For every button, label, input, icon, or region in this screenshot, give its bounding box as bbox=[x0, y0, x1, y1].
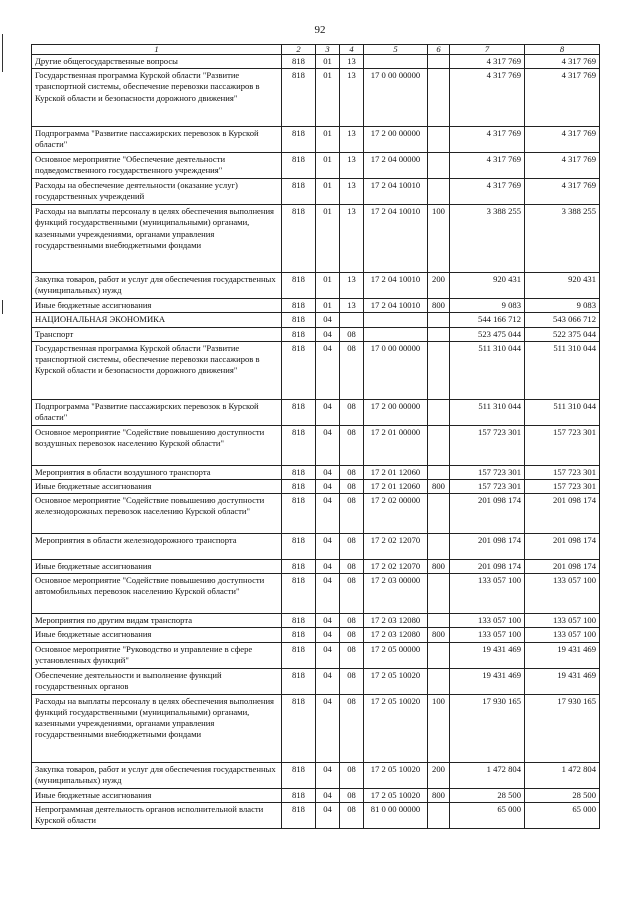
column-number-row bbox=[32, 45, 600, 55]
expense-type-code bbox=[428, 668, 450, 694]
ministry-code: 818 bbox=[282, 179, 316, 205]
page-number: 92 bbox=[314, 24, 326, 36]
expense-type-code bbox=[428, 399, 450, 425]
section-code: 04 bbox=[316, 788, 340, 802]
section-code: 01 bbox=[316, 69, 340, 127]
subsection-code: 08 bbox=[340, 560, 364, 574]
target-article-code: 17 2 02 00000 bbox=[364, 494, 428, 534]
amount-year-1: 544 166 712 bbox=[450, 313, 525, 327]
subsection-code: 08 bbox=[340, 762, 364, 788]
ministry-code: 818 bbox=[282, 534, 316, 560]
scan-margin-mark bbox=[2, 300, 3, 314]
row-name: Мероприятия по другим видам транспорта bbox=[32, 614, 282, 628]
section-code: 01 bbox=[316, 127, 340, 153]
amount-year-1: 920 431 bbox=[450, 273, 525, 299]
ministry-code: 818 bbox=[282, 560, 316, 574]
expense-type-code bbox=[428, 425, 450, 465]
table-row bbox=[32, 327, 600, 341]
amount-year-1: 4 317 769 bbox=[450, 69, 525, 127]
subsection-code: 08 bbox=[340, 494, 364, 534]
section-code: 01 bbox=[316, 153, 340, 179]
table-row bbox=[32, 628, 600, 642]
target-article-code bbox=[364, 55, 428, 69]
amount-year-2: 17 930 165 bbox=[525, 694, 600, 762]
table-row bbox=[32, 299, 600, 313]
table-row bbox=[32, 399, 600, 425]
amount-year-1: 157 723 301 bbox=[450, 479, 525, 493]
amount-year-1: 511 310 044 bbox=[450, 399, 525, 425]
amount-year-1: 133 057 100 bbox=[450, 628, 525, 642]
table-row bbox=[32, 574, 600, 614]
expense-type-code: 100 bbox=[428, 694, 450, 762]
amount-year-2: 157 723 301 bbox=[525, 479, 600, 493]
section-code: 04 bbox=[316, 560, 340, 574]
amount-year-1: 511 310 044 bbox=[450, 341, 525, 399]
row-name: Подпрограмма "Развитие пассажирских перевозок в Курской области" bbox=[32, 127, 282, 153]
table-row bbox=[32, 341, 600, 399]
amount-year-2: 28 500 bbox=[525, 788, 600, 802]
table-row bbox=[32, 69, 600, 127]
amount-year-2: 133 057 100 bbox=[525, 628, 600, 642]
expense-type-code bbox=[428, 534, 450, 560]
target-article-code: 17 2 01 00000 bbox=[364, 425, 428, 465]
subsection-code: 13 bbox=[340, 69, 364, 127]
section-code: 04 bbox=[316, 313, 340, 327]
table-row bbox=[32, 802, 600, 828]
amount-year-2: 157 723 301 bbox=[525, 465, 600, 479]
section-code: 04 bbox=[316, 668, 340, 694]
amount-year-1: 4 317 769 bbox=[450, 127, 525, 153]
column-number: 3 bbox=[316, 45, 340, 55]
target-article-code: 17 2 04 10010 bbox=[364, 273, 428, 299]
expense-type-code: 800 bbox=[428, 560, 450, 574]
subsection-code bbox=[340, 313, 364, 327]
row-name: Основное мероприятие "Содействие повышению доступности железнодорожных перевозок населению Курской области" bbox=[32, 494, 282, 534]
amount-year-2: 9 083 bbox=[525, 299, 600, 313]
subsection-code: 08 bbox=[340, 534, 364, 560]
table-row bbox=[32, 479, 600, 493]
target-article-code: 81 0 00 00000 bbox=[364, 802, 428, 828]
table-row bbox=[32, 465, 600, 479]
subsection-code: 08 bbox=[340, 574, 364, 614]
row-name: Транспорт bbox=[32, 327, 282, 341]
ministry-code: 818 bbox=[282, 399, 316, 425]
table-row bbox=[32, 534, 600, 560]
amount-year-2: 4 317 769 bbox=[525, 69, 600, 127]
expense-type-code bbox=[428, 313, 450, 327]
section-code: 04 bbox=[316, 574, 340, 614]
subsection-code: 08 bbox=[340, 465, 364, 479]
table-row bbox=[32, 179, 600, 205]
ministry-code: 818 bbox=[282, 127, 316, 153]
budget-table bbox=[31, 44, 600, 829]
ministry-code: 818 bbox=[282, 494, 316, 534]
amount-year-1: 523 475 044 bbox=[450, 327, 525, 341]
subsection-code: 08 bbox=[340, 341, 364, 399]
amount-year-1: 133 057 100 bbox=[450, 574, 525, 614]
table-row bbox=[32, 205, 600, 273]
row-name: Иные бюджетные ассигнования bbox=[32, 628, 282, 642]
row-name: НАЦИОНАЛЬНАЯ ЭКОНОМИКА bbox=[32, 313, 282, 327]
amount-year-1: 201 098 174 bbox=[450, 534, 525, 560]
amount-year-1: 201 098 174 bbox=[450, 560, 525, 574]
subsection-code: 13 bbox=[340, 127, 364, 153]
amount-year-2: 4 317 769 bbox=[525, 55, 600, 69]
target-article-code: 17 2 04 10010 bbox=[364, 205, 428, 273]
section-code: 04 bbox=[316, 694, 340, 762]
scan-margin-mark bbox=[2, 34, 3, 72]
section-code: 01 bbox=[316, 273, 340, 299]
section-code: 04 bbox=[316, 425, 340, 465]
amount-year-2: 4 317 769 bbox=[525, 153, 600, 179]
ministry-code: 818 bbox=[282, 205, 316, 273]
expense-type-code: 800 bbox=[428, 788, 450, 802]
amount-year-2: 65 000 bbox=[525, 802, 600, 828]
ministry-code: 818 bbox=[282, 574, 316, 614]
amount-year-1: 133 057 100 bbox=[450, 614, 525, 628]
target-article-code: 17 2 05 00000 bbox=[364, 642, 428, 668]
ministry-code: 818 bbox=[282, 273, 316, 299]
amount-year-1: 4 317 769 bbox=[450, 153, 525, 179]
table-row bbox=[32, 273, 600, 299]
expense-type-code: 800 bbox=[428, 628, 450, 642]
target-article-code: 17 2 02 12070 bbox=[364, 534, 428, 560]
row-name: Другие общегосударственные вопросы bbox=[32, 55, 282, 69]
amount-year-2: 511 310 044 bbox=[525, 341, 600, 399]
expense-type-code: 100 bbox=[428, 205, 450, 273]
amount-year-2: 201 098 174 bbox=[525, 560, 600, 574]
section-code: 04 bbox=[316, 802, 340, 828]
ministry-code: 818 bbox=[282, 153, 316, 179]
expense-type-code bbox=[428, 642, 450, 668]
amount-year-1: 157 723 301 bbox=[450, 465, 525, 479]
row-name: Закупка товаров, работ и услуг для обеспечения государственных (муниципальных) нужд bbox=[32, 762, 282, 788]
row-name: Основное мероприятие "Руководство и управление в сфере установленных функций" bbox=[32, 642, 282, 668]
expense-type-code bbox=[428, 465, 450, 479]
subsection-code: 13 bbox=[340, 205, 364, 273]
ministry-code: 818 bbox=[282, 668, 316, 694]
row-name: Закупка товаров, работ и услуг для обеспечения государственных (муниципальных) нужд bbox=[32, 273, 282, 299]
ministry-code: 818 bbox=[282, 479, 316, 493]
target-article-code: 17 2 03 12080 bbox=[364, 614, 428, 628]
section-code: 04 bbox=[316, 494, 340, 534]
expense-type-code bbox=[428, 153, 450, 179]
subsection-code: 08 bbox=[340, 642, 364, 668]
row-name: Обеспечение деятельности и выполнение функций государственных органов bbox=[32, 668, 282, 694]
amount-year-2: 133 057 100 bbox=[525, 574, 600, 614]
amount-year-1: 4 317 769 bbox=[450, 55, 525, 69]
amount-year-1: 157 723 301 bbox=[450, 425, 525, 465]
expense-type-code: 200 bbox=[428, 762, 450, 788]
row-name: Иные бюджетные ассигнования bbox=[32, 560, 282, 574]
row-name: Основное мероприятие "Обеспечение деятельности подведомственного государственного учреждения" bbox=[32, 153, 282, 179]
column-number: 4 bbox=[340, 45, 364, 55]
table-row bbox=[32, 560, 600, 574]
table-row bbox=[32, 694, 600, 762]
amount-year-2: 543 066 712 bbox=[525, 313, 600, 327]
table-row bbox=[32, 642, 600, 668]
ministry-code: 818 bbox=[282, 299, 316, 313]
amount-year-1: 28 500 bbox=[450, 788, 525, 802]
expense-type-code bbox=[428, 614, 450, 628]
ministry-code: 818 bbox=[282, 762, 316, 788]
subsection-code: 08 bbox=[340, 425, 364, 465]
ministry-code: 818 bbox=[282, 628, 316, 642]
amount-year-2: 201 098 174 bbox=[525, 534, 600, 560]
table-row bbox=[32, 762, 600, 788]
column-number: 5 bbox=[364, 45, 428, 55]
ministry-code: 818 bbox=[282, 465, 316, 479]
subsection-code: 08 bbox=[340, 788, 364, 802]
target-article-code: 17 2 01 12060 bbox=[364, 465, 428, 479]
row-name: Подпрограмма "Развитие пассажирских перевозок в Курской области" bbox=[32, 399, 282, 425]
ministry-code: 818 bbox=[282, 788, 316, 802]
subsection-code: 08 bbox=[340, 399, 364, 425]
target-article-code: 17 2 03 00000 bbox=[364, 574, 428, 614]
subsection-code: 13 bbox=[340, 299, 364, 313]
section-code: 04 bbox=[316, 628, 340, 642]
row-name: Мероприятия в области воздушного транспорта bbox=[32, 465, 282, 479]
expense-type-code bbox=[428, 127, 450, 153]
table-row bbox=[32, 614, 600, 628]
amount-year-2: 920 431 bbox=[525, 273, 600, 299]
ministry-code: 818 bbox=[282, 694, 316, 762]
expense-type-code bbox=[428, 341, 450, 399]
target-article-code: 17 2 00 00000 bbox=[364, 399, 428, 425]
subsection-code: 08 bbox=[340, 327, 364, 341]
target-article-code: 17 2 04 10010 bbox=[364, 179, 428, 205]
section-code: 01 bbox=[316, 55, 340, 69]
amount-year-1: 19 431 469 bbox=[450, 642, 525, 668]
subsection-code: 08 bbox=[340, 668, 364, 694]
expense-type-code bbox=[428, 802, 450, 828]
subsection-code: 13 bbox=[340, 273, 364, 299]
expense-type-code bbox=[428, 55, 450, 69]
target-article-code bbox=[364, 327, 428, 341]
section-code: 04 bbox=[316, 465, 340, 479]
section-code: 04 bbox=[316, 762, 340, 788]
row-name: Расходы на выплаты персоналу в целях обеспечения выполнения функций государственными (муниципальными) органами, казенными учреждениями, органами управления государственными внебюджетными фондами bbox=[32, 205, 282, 273]
table-row bbox=[32, 127, 600, 153]
amount-year-1: 1 472 804 bbox=[450, 762, 525, 788]
expense-type-code bbox=[428, 179, 450, 205]
expense-type-code bbox=[428, 69, 450, 127]
row-name: Государственная программа Курской области "Развитие транспортной системы, обеспечение перевозки пассажиров в Курской области и безопасности дорожного движения" bbox=[32, 69, 282, 127]
amount-year-1: 4 317 769 bbox=[450, 179, 525, 205]
row-name: Иные бюджетные ассигнования bbox=[32, 299, 282, 313]
target-article-code: 17 2 04 00000 bbox=[364, 153, 428, 179]
target-article-code: 17 0 00 00000 bbox=[364, 69, 428, 127]
row-name: Основное мероприятие "Содействие повышению доступности автомобильных перевозок населению Курской области" bbox=[32, 574, 282, 614]
section-code: 04 bbox=[316, 534, 340, 560]
amount-year-1: 65 000 bbox=[450, 802, 525, 828]
amount-year-2: 511 310 044 bbox=[525, 399, 600, 425]
target-article-code: 17 2 05 10020 bbox=[364, 788, 428, 802]
amount-year-2: 19 431 469 bbox=[525, 668, 600, 694]
ministry-code: 818 bbox=[282, 327, 316, 341]
section-code: 04 bbox=[316, 399, 340, 425]
target-article-code: 17 2 03 12080 bbox=[364, 628, 428, 642]
row-name: Мероприятия в области железнодорожного транспорта bbox=[32, 534, 282, 560]
table-row bbox=[32, 494, 600, 534]
amount-year-2: 1 472 804 bbox=[525, 762, 600, 788]
amount-year-1: 19 431 469 bbox=[450, 668, 525, 694]
section-code: 01 bbox=[316, 179, 340, 205]
subsection-code: 08 bbox=[340, 614, 364, 628]
expense-type-code: 800 bbox=[428, 299, 450, 313]
amount-year-2: 201 098 174 bbox=[525, 494, 600, 534]
ministry-code: 818 bbox=[282, 69, 316, 127]
ministry-code: 818 bbox=[282, 341, 316, 399]
row-name: Расходы на выплаты персоналу в целях обеспечения выполнения функций государственными (муниципальными) органами, казенными учреждениями, органами управления государственными внебюджетными фондами bbox=[32, 694, 282, 762]
amount-year-2: 133 057 100 bbox=[525, 614, 600, 628]
subsection-code: 13 bbox=[340, 55, 364, 69]
expense-type-code bbox=[428, 574, 450, 614]
column-number: 2 bbox=[282, 45, 316, 55]
table-row bbox=[32, 313, 600, 327]
subsection-code: 13 bbox=[340, 153, 364, 179]
row-name: Расходы на обеспечение деятельности (оказание услуг) государственных учреждений bbox=[32, 179, 282, 205]
subsection-code: 13 bbox=[340, 179, 364, 205]
section-code: 04 bbox=[316, 327, 340, 341]
expense-type-code bbox=[428, 494, 450, 534]
subsection-code: 08 bbox=[340, 479, 364, 493]
amount-year-1: 17 930 165 bbox=[450, 694, 525, 762]
subsection-code: 08 bbox=[340, 802, 364, 828]
ministry-code: 818 bbox=[282, 425, 316, 465]
target-article-code: 17 2 04 10010 bbox=[364, 299, 428, 313]
target-article-code: 17 2 05 10020 bbox=[364, 694, 428, 762]
column-number: 8 bbox=[525, 45, 600, 55]
amount-year-2: 19 431 469 bbox=[525, 642, 600, 668]
amount-year-2: 157 723 301 bbox=[525, 425, 600, 465]
ministry-code: 818 bbox=[282, 614, 316, 628]
row-name: Иные бюджетные ассигнования bbox=[32, 788, 282, 802]
amount-year-2: 4 317 769 bbox=[525, 179, 600, 205]
row-name: Иные бюджетные ассигнования bbox=[32, 479, 282, 493]
target-article-code: 17 0 00 00000 bbox=[364, 341, 428, 399]
expense-type-code: 800 bbox=[428, 479, 450, 493]
ministry-code: 818 bbox=[282, 313, 316, 327]
amount-year-2: 522 375 044 bbox=[525, 327, 600, 341]
amount-year-1: 201 098 174 bbox=[450, 494, 525, 534]
section-code: 04 bbox=[316, 479, 340, 493]
target-article-code: 17 2 01 12060 bbox=[364, 479, 428, 493]
target-article-code: 17 2 00 00000 bbox=[364, 127, 428, 153]
table-row bbox=[32, 788, 600, 802]
column-number: 1 bbox=[32, 45, 282, 55]
section-code: 04 bbox=[316, 614, 340, 628]
table-row bbox=[32, 153, 600, 179]
target-article-code bbox=[364, 313, 428, 327]
ministry-code: 818 bbox=[282, 642, 316, 668]
column-number: 6 bbox=[428, 45, 450, 55]
amount-year-2: 3 388 255 bbox=[525, 205, 600, 273]
row-name: Государственная программа Курской области "Развитие транспортной системы, обеспечение перевозки пассажиров в Курской области и безопасности дорожного движения" bbox=[32, 341, 282, 399]
target-article-code: 17 2 02 12070 bbox=[364, 560, 428, 574]
row-name: Непрограммная деятельность органов исполнительной власти Курской области bbox=[32, 802, 282, 828]
table-row bbox=[32, 55, 600, 69]
section-code: 01 bbox=[316, 299, 340, 313]
amount-year-2: 4 317 769 bbox=[525, 127, 600, 153]
expense-type-code bbox=[428, 327, 450, 341]
ministry-code: 818 bbox=[282, 55, 316, 69]
column-number: 7 bbox=[450, 45, 525, 55]
table-row bbox=[32, 425, 600, 465]
table-row bbox=[32, 668, 600, 694]
section-code: 04 bbox=[316, 642, 340, 668]
row-name: Основное мероприятие "Содействие повышению доступности воздушных перевозок населению Курской области" bbox=[32, 425, 282, 465]
amount-year-1: 3 388 255 bbox=[450, 205, 525, 273]
budget-table-body bbox=[32, 45, 600, 829]
subsection-code: 08 bbox=[340, 628, 364, 642]
section-code: 04 bbox=[316, 341, 340, 399]
section-code: 01 bbox=[316, 205, 340, 273]
ministry-code: 818 bbox=[282, 802, 316, 828]
target-article-code: 17 2 05 10020 bbox=[364, 762, 428, 788]
amount-year-1: 9 083 bbox=[450, 299, 525, 313]
target-article-code: 17 2 05 10020 bbox=[364, 668, 428, 694]
expense-type-code: 200 bbox=[428, 273, 450, 299]
subsection-code: 08 bbox=[340, 694, 364, 762]
